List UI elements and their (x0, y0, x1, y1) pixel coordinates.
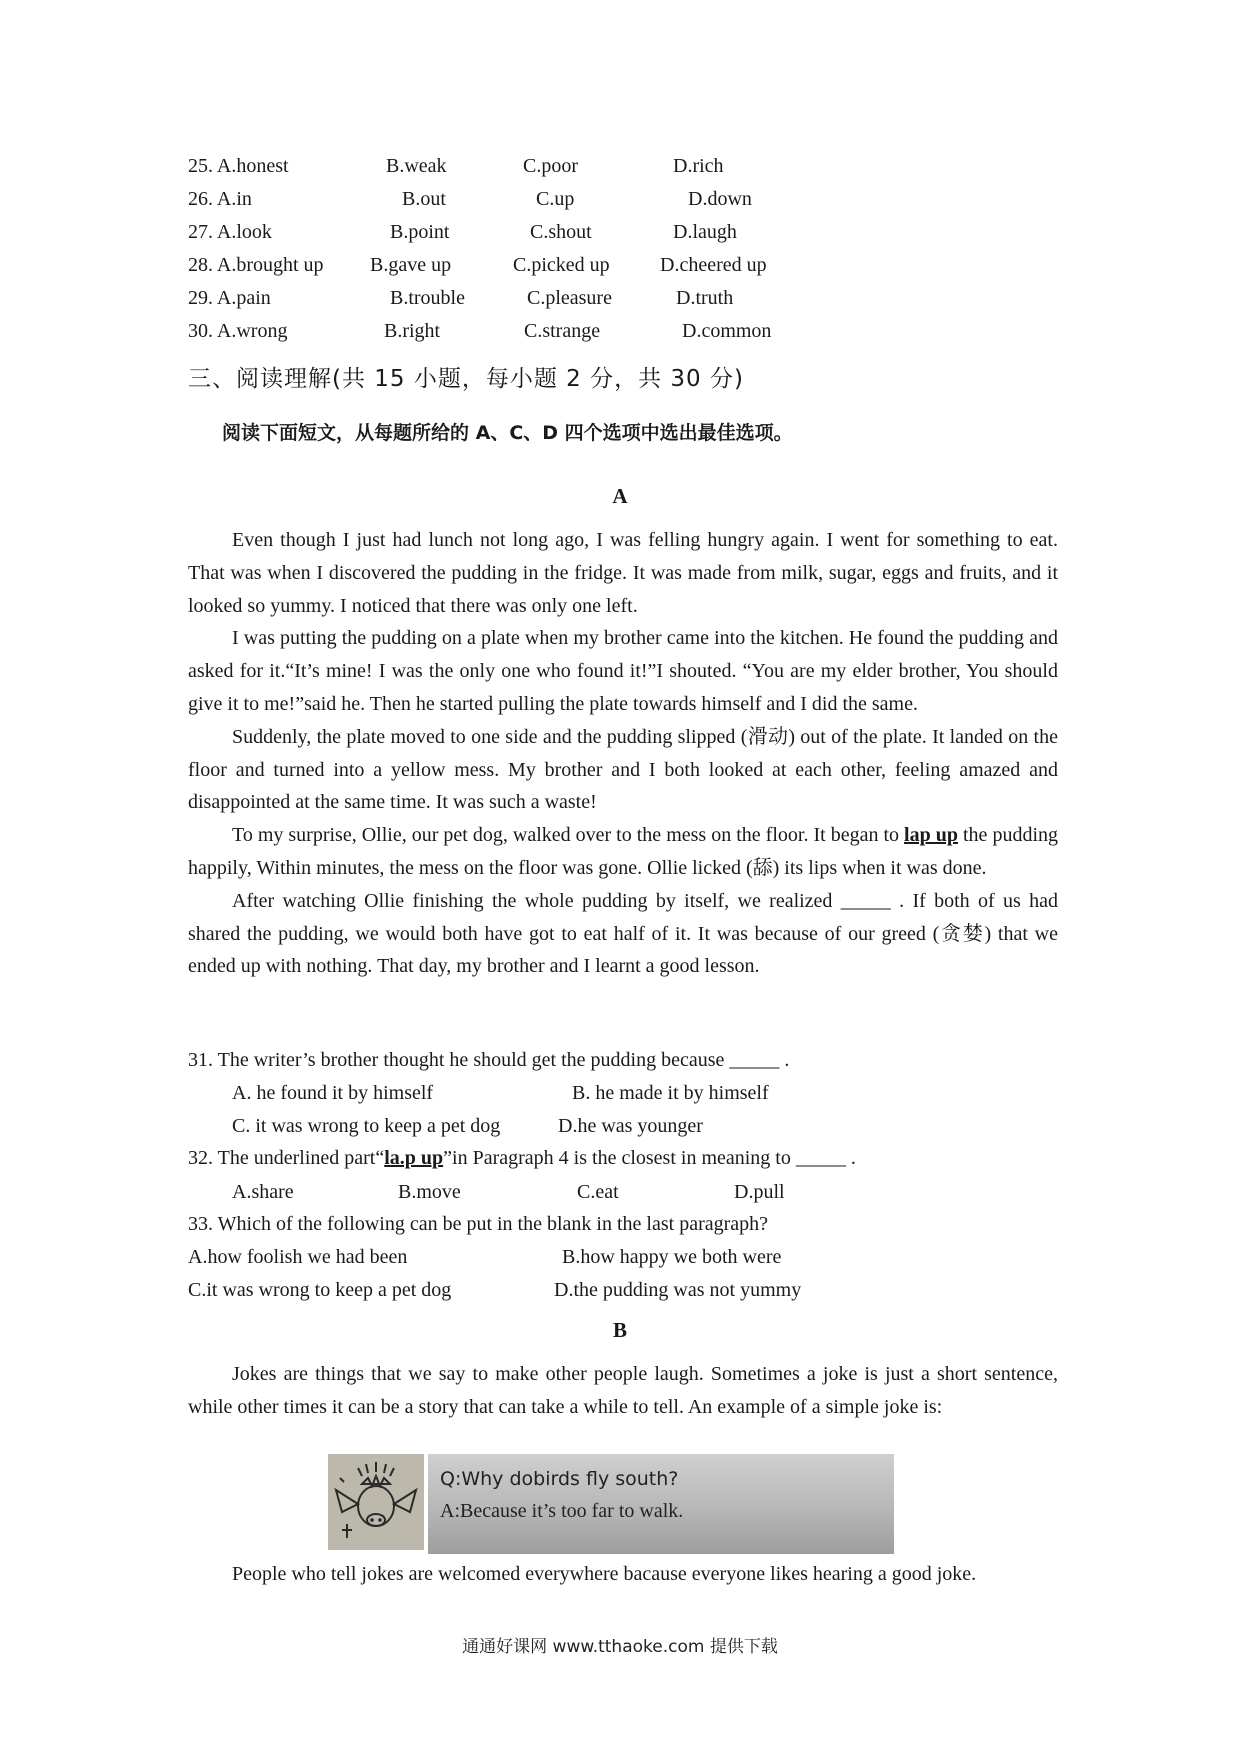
question-31: 31. The writer’s brother thought he should get the pudding because _____ . (188, 1049, 790, 1071)
paragraph: Even though I just had lunch not long ago, I was felling hungry again. I went for something to eat. That was when I discovered the pudding in the fridge. It was made from milk, sugar, eggs and fruits, and it looked so yummy. I noticed that there was only one left. (188, 529, 1058, 617)
choice-row-30 (188, 315, 808, 348)
page-footer: 通通好课网 www.tthaoke.com 提供下载 (462, 1637, 778, 1657)
passage-a-heading: A (612, 484, 628, 508)
option-d: D.pull (734, 1181, 785, 1203)
passage-b-continued (188, 1558, 1058, 1591)
question-31-options-row2 (232, 1110, 1102, 1143)
choice-option: B.gave up (370, 254, 452, 276)
choice-option: D.common (682, 320, 772, 342)
choice-option: D.cheered up (660, 254, 767, 276)
option-c: C.eat (577, 1181, 619, 1203)
choice-number: 29. A.pain (188, 287, 271, 309)
underlined-phrase: lap up (904, 824, 958, 847)
choice-option: B.trouble (390, 287, 465, 309)
choice-option: B.point (390, 221, 450, 243)
passage-b-heading: B (612, 1318, 627, 1342)
choice-option: C.picked up (513, 254, 610, 276)
paragraph-text: the pudding happily, Within minutes, the mess on the floor was gone. Ollie licked (舔) its lips when it was done. (188, 824, 1059, 879)
option-b: B. he made it by himself (572, 1082, 769, 1104)
joke-example (328, 1454, 894, 1554)
choice-option: C.up (536, 188, 575, 210)
question-33-options-row2 (188, 1274, 1058, 1307)
option-a: A.share (232, 1181, 294, 1203)
question-text: ”in Paragraph 4 is the closest in meaning to _____ . (443, 1147, 856, 1169)
paragraph: Suddenly, the plate moved to one side and the pudding slipped (滑动) out of the plate. It landed on the floor and turned into a yellow mess. My brother and I both looked at each other, feeling amazed and disappointed at the same time. It was such a waste! (188, 725, 1058, 814)
option-a: A.how foolish we had been (188, 1246, 408, 1268)
question-32-options (232, 1176, 1102, 1209)
choice-option: D.down (688, 188, 752, 210)
choice-number: 28. A.brought up (188, 254, 324, 276)
choice-option: B.out (402, 188, 446, 210)
choice-number: 30. A.wrong (188, 320, 288, 342)
choice-row-26 (188, 183, 808, 216)
question-text: 32. The underlined part“ (188, 1147, 385, 1169)
choice-option: B.weak (386, 155, 447, 177)
choice-option: C.poor (523, 155, 578, 177)
cloze-choices (188, 150, 808, 348)
choice-number: 25. A.honest (188, 155, 289, 177)
option-d: D.he was younger (558, 1115, 703, 1137)
underlined-phrase: la.p up (384, 1147, 444, 1169)
cartoon-image (328, 1454, 424, 1550)
bird-cartoon-icon (328, 1454, 424, 1550)
question-33-options-row1 (188, 1241, 1058, 1274)
section-title: 三、阅读理解(共 15 小题，每小题 2 分，共 30 分) (188, 366, 744, 392)
section-instruction: 阅读下面短文，从每题所给的 A、C、D 四个选项中选出最佳选项。 (222, 422, 793, 444)
choice-number: 27. A.look (188, 221, 272, 243)
question-32 (188, 1142, 1058, 1175)
question-31-options-row1 (232, 1077, 1102, 1110)
option-a: A. he found it by himself (232, 1082, 434, 1104)
option-b: B.move (398, 1181, 461, 1203)
paragraph (188, 819, 1058, 885)
choice-option: C.strange (524, 320, 601, 342)
choice-option: D.laugh (673, 221, 737, 243)
option-c: C. it was wrong to keep a pet dog (232, 1115, 501, 1137)
choice-row-29 (188, 282, 808, 315)
choice-option: C.pleasure (527, 287, 612, 309)
joke-question: Q:Why dobirds fly south? (440, 1468, 679, 1490)
option-c: C.it was wrong to keep a pet dog (188, 1279, 452, 1301)
paragraph: People who tell jokes are welcomed everywhere bacause everyone likes hearing a good joke. (232, 1563, 977, 1585)
passage-b (188, 1358, 1058, 1424)
joke-text-box (428, 1454, 894, 1554)
choice-option: C.shout (530, 221, 592, 243)
paragraph: After watching Ollie finishing the whole pudding by itself, we realized _____ . If both of us had shared the pudding, we would both have got to eat half of it. It was because of our greed (贪婪) that we ended up with nothing. That day, my brother and I learnt a good lesson. (188, 889, 1058, 978)
choice-option: D.rich (673, 155, 724, 177)
choice-row-25 (188, 150, 808, 183)
paragraph: Jokes are things that we say to make other people laugh. Sometimes a joke is just a short sentence, while other times it can be a story that can take a while to tell. An example of a simple joke is: (188, 1363, 1058, 1418)
choice-option: D.truth (676, 287, 734, 309)
passage-a (188, 524, 1058, 983)
option-d: D.the pudding was not yummy (554, 1279, 802, 1301)
paragraph: I was putting the pudding on a plate when my brother came into the kitchen. He found the pudding and asked for it.“It’s mine! I was the only one who found it!”I shouted. “You are my elder brother, You should give it to me!”said he. Then he started pulling the plate towards himself and I did the same. (188, 627, 1058, 715)
option-b: B.how happy we both were (562, 1246, 782, 1268)
joke-answer: A:Because it’s too far to walk. (440, 1500, 684, 1522)
paragraph-text: To my surprise, Ollie, our pet dog, walked over to the mess on the floor. It began to (232, 824, 905, 847)
choice-row-28 (188, 249, 808, 282)
question-33: 33. Which of the following can be put in the blank in the last paragraph? (188, 1213, 769, 1235)
choice-number: 26. A.in (188, 188, 252, 210)
choice-option: B.right (384, 320, 441, 342)
choice-row-27 (188, 216, 808, 249)
